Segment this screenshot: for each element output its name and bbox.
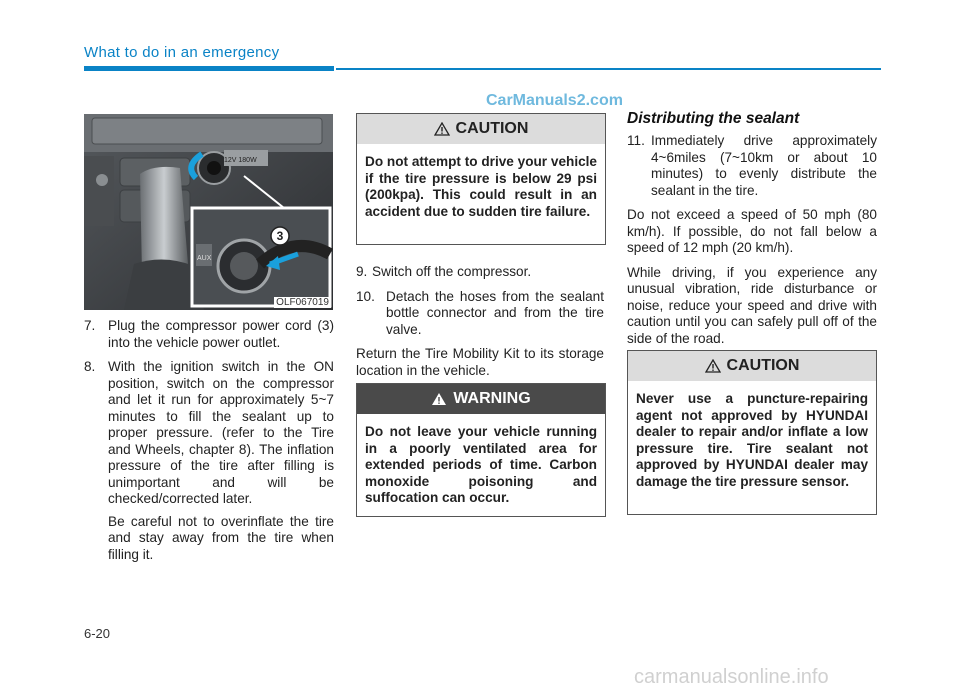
step-text: Detach the hoses from the sealant bottle connector and from the tire valve. xyxy=(386,288,604,337)
warning-triangle-icon xyxy=(431,392,447,406)
middle-column-steps xyxy=(356,264,604,387)
step-note: Be careful not to overinflate the tire and stay away from the tire when filling it. xyxy=(108,513,334,562)
caution-triangle-icon xyxy=(705,359,721,373)
section-header-title: What to do in an emergency xyxy=(84,44,280,61)
caution-header xyxy=(628,351,876,381)
caution-box-pressure xyxy=(356,113,606,245)
driving-paragraph: While driving, if you experience any unusual vibration, ride disturbance or noise, reduce your speed and drive with caution until you can safely pull off of the side of the road. xyxy=(627,264,877,346)
step-number: 9. xyxy=(356,264,368,279)
header-rule xyxy=(336,68,881,70)
warning-header xyxy=(357,384,605,414)
left-column-steps xyxy=(84,318,334,571)
caution-label: CAUTION xyxy=(726,357,800,374)
step-number: 11. xyxy=(627,133,645,148)
header-rule-accent xyxy=(84,66,334,71)
storage-paragraph: Return the Tire Mobility Kit to its storage location in the vehicle. xyxy=(356,346,604,378)
caution-label: CAUTION xyxy=(455,120,529,137)
caution-box-sealant xyxy=(627,350,877,515)
caution-text: Do not attempt to drive your vehicle if the tire pressure is below 29 psi (200kpa). This could result in an accident due to sudden tire failure. xyxy=(365,154,597,219)
step-text: With the ignition switch in the ON position, switch on the compressor and let it run for approximately 5~7 minutes to fill the sealant up to proper pressure. (refer to the Tire and Wheels, chapter 8). The inflation pressure of the tire after filling is unimportant and will be checked/corrected later. xyxy=(108,359,334,506)
power-outlet-photo xyxy=(84,114,333,310)
step-number: 8. xyxy=(84,359,96,374)
step-9 xyxy=(356,264,604,281)
site-watermark: carmanualsonline.info xyxy=(634,666,829,688)
step-text: Immediately drive approximately 4~6miles (7~10km or about 10 minutes) to evenly distribute the sealant in the tire. xyxy=(651,133,877,198)
caution-header xyxy=(357,114,605,144)
power-outlet-illustration xyxy=(84,114,333,310)
step-8 xyxy=(84,359,334,563)
speed-paragraph: Do not exceed a speed of 50 mph (80 km/h). If possible, do not fall below a speed of 12 mph (20 km/h). xyxy=(627,207,877,255)
socket-label: 12V 180W xyxy=(224,157,257,164)
warning-label: WARNING xyxy=(453,390,531,407)
warning-box-ventilation xyxy=(356,383,606,517)
top-watermark: CarManuals2.com xyxy=(486,92,623,109)
step-7 xyxy=(84,318,334,351)
callout-number: 3 xyxy=(276,229,284,243)
caution-triangle-icon xyxy=(434,122,450,136)
caution-text: Never use a puncture-repairing agent not approved by HYUNDAI dealer to repair and/or inflate a low pressure tire. Tire sealant not approved by HYUNDAI dealer may damage the tire pressure sensor. xyxy=(636,391,868,489)
section-title: Distributing the sealant xyxy=(627,110,800,127)
step-10 xyxy=(356,289,604,339)
right-column-text xyxy=(627,133,877,355)
step-11 xyxy=(627,133,877,199)
step-number: 7. xyxy=(84,318,96,333)
step-text: Plug the compressor power cord (3) into the vehicle power outlet. xyxy=(108,318,334,350)
aux-label: AUX xyxy=(197,255,212,262)
page-number: 6-20 xyxy=(84,626,111,641)
step-number: 10. xyxy=(356,288,375,304)
warning-text: Do not leave your vehicle running in a poorly ventilated area for extended periods of time. Carbon monoxide poisoning and suffocation can occur. xyxy=(365,424,597,505)
figure-caption: OLF067019 xyxy=(276,297,329,308)
step-text: Switch off the compressor. xyxy=(372,264,532,279)
